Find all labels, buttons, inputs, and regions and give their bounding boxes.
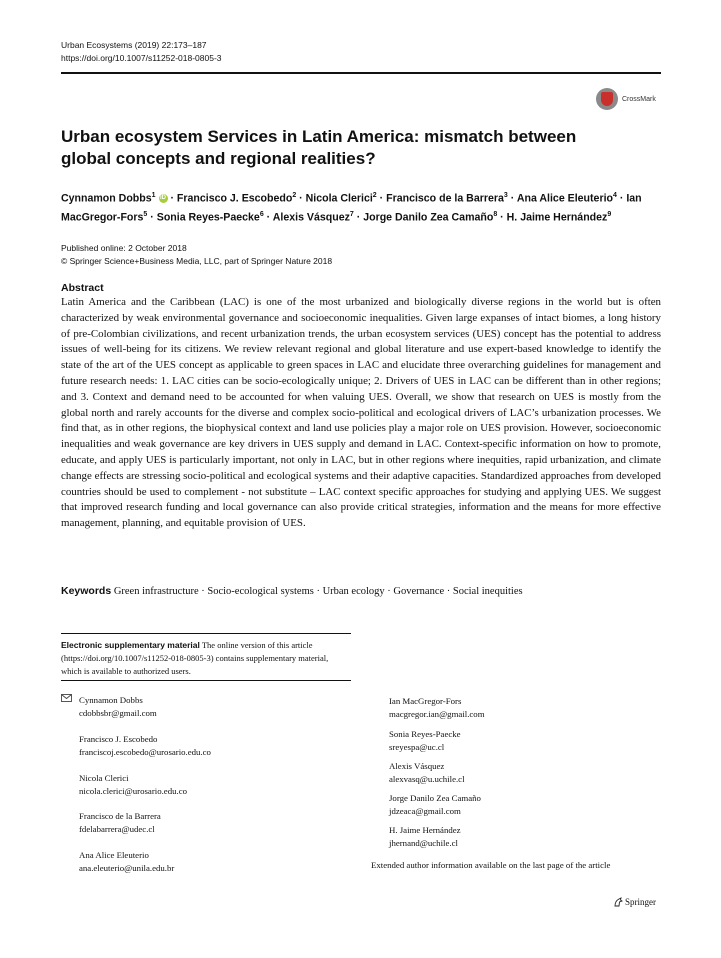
published-online-date: Published online: 2 October 2018 [61, 243, 187, 253]
contact-name: Nicola Clerici [79, 773, 129, 783]
author-name: Ian MacGregor-Fors [61, 192, 642, 224]
contact-name: Ana Alice Eleuterio [79, 850, 149, 860]
author-name: H. Jaime Hernández [506, 211, 608, 224]
contact-entry [79, 733, 211, 758]
copyright-line: © Springer Science+Business Media, LLC, part of Springer Nature 2018 [61, 256, 333, 266]
crossmark-label: CrossMark [622, 95, 656, 103]
contact-name: Sonia Reyes-Paecke [389, 729, 461, 739]
contact-email[interactable]: cdobbsbr@gmail.com [79, 707, 157, 718]
extended-author-note: Extended author information available on the last page of the article [371, 860, 611, 870]
keywords-label: Keywords [61, 585, 112, 597]
contact-email[interactable]: ana.eleuterio@unila.edu.br [79, 862, 175, 873]
contact-name: Cynnamon Dobbs [79, 695, 143, 705]
supplementary-link[interactable]: https://doi.org/10.1007/s11252-018-0805-3 [63, 653, 211, 663]
footnote-divider [61, 633, 351, 634]
publisher-logo [613, 897, 656, 907]
contact-email[interactable]: jdzeaca@gmail.com [389, 805, 461, 816]
publisher-name: Springer [625, 897, 656, 907]
contact-entry [389, 695, 485, 720]
contact-entry [389, 728, 461, 753]
author-list: Cynnamon Dobbs$^1$ iD · Francisco J. Escobedo$^2$ · Nicola Clerici$^2$ · Francisco de la Barrera$^3$ · Ana Alice Eleuterio$^4$ · Ian MacGregor-Fors$^5$ · Sonia Reyes-Paecke$^6$ · Alexis Vásquez$^7$ · Jorge Danilo Zea Camaño$^8$ · H. Jaime Hernández$^9$ [61, 192, 642, 224]
contact-entry [389, 824, 461, 849]
journal-doi-link[interactable]: https://doi.org/10.1007/s11252-018-0805-3 [61, 53, 222, 63]
author-name: Alexis Vásquez [272, 211, 350, 224]
contact-email[interactable]: fdelabarrera@udec.cl [79, 823, 155, 834]
author-name: Jorge Danilo Zea Camaño [363, 211, 494, 224]
publication-info [61, 242, 332, 268]
contact-entry [389, 760, 465, 785]
keywords-list: Green infrastructure · Socio-ecological systems · Urban ecology · Governance · Social inequities [113, 586, 523, 597]
envelope-icon [61, 694, 72, 705]
journal-reference [61, 39, 222, 65]
contact-name: Francisco de la Barrera [79, 811, 161, 821]
keywords-line [61, 585, 661, 597]
article-title: Urban ecosystem Services in Latin America: mismatch between global concepts and regional realities? [61, 127, 577, 168]
author-name: Cynnamon Dobbs [61, 192, 152, 205]
abstract-heading: Abstract [61, 282, 104, 294]
contact-email[interactable]: sreyespa@uc.cl [389, 741, 445, 752]
contact-name: Jorge Danilo Zea Camaño [389, 793, 481, 803]
author-name: Francisco J. Escobedo [176, 192, 293, 205]
contact-entry [79, 694, 157, 719]
author-name: Nicola Clerici [305, 192, 373, 205]
crossmark-badge[interactable] [596, 88, 656, 110]
contact-name: Alexis Vásquez [389, 761, 445, 771]
contact-entry [79, 810, 161, 835]
contact-name: Ian MacGregor-Fors [389, 696, 462, 706]
contact-entry [79, 772, 187, 797]
header-divider [61, 72, 661, 74]
contact-name: Francisco J. Escobedo [79, 734, 158, 744]
contact-entry [79, 849, 174, 874]
springer-horse-icon [613, 897, 623, 907]
contact-email[interactable]: alexvasq@u.uchile.cl [389, 773, 465, 784]
author-name: Sonia Reyes-Paecke [156, 211, 260, 224]
supplementary-note: Electronic supplementary material The online version of this article (https://doi.org/10.1007/s11252-018-0805-3) contains supplementary material, which is available to authorized users. [61, 640, 329, 676]
author-name: Francisco de la Barrera [386, 192, 504, 205]
abstract-text: Latin America and the Caribbean (LAC) is one of the most urbanized and biologically diverse regions in the world but is often characterized by weak environmental governance and socioeconomic inequalities. Given large expanses of intact biomes, a long history of pre-Colombian civilizations, and recent urbanization trends, the urban ecosystem services (UES) concept has the potential to address issues of well-being for its citizens. We review relevant regional and global literature and use expert-based knowledge to identify the state of the art of the UES concept as applicable to green spaces in LAC and elucidate three overarching guidelines for management and future research needs: 1. LAC cities can be socio-ecologically unique; 2. Drivers of UES in LAC can be different than in other regions; and 3. Context and demand need to be accounted for when valuing UES. Overall, we show that research on UES is mostly from the global north and rarely accounts for the diverse and complex socio-political and ecological drivers of LAC’s urbanization processes. We find that, as in other regions, the biophysical context and land use policies play a major role on UES provision. However, socioeconomic inequalities and weak governance are key drivers in UES supply and demand in LAC. Context-specific information on how to promote, educate, and apply UES is particularly important, not only in LAC, but in other regions where inequities, rapid urbanization, and climate change effects are stressing socio-political and ecological systems and their adaptive capacities. Standardized approaches from developed countries should be used to complement - not substitute – LAC context specific approaches for studying and applying UES. We suggest that improved research funding and local governance can also provide critical strategies, information and the means for more effective management, planning, and equitable provision of UES. [61, 296, 661, 530]
contact-email[interactable]: franciscoj.escobedo@urosario.edu.co [79, 746, 211, 757]
journal-citation: Urban Ecosystems (2019) 22:173–187 [61, 40, 207, 50]
contact-email[interactable]: macgregor.ian@gmail.com [389, 708, 485, 719]
crossmark-icon [596, 88, 618, 110]
supplementary-label: Electronic supplementary material [61, 640, 200, 650]
footnote-divider [61, 680, 351, 681]
orcid-icon[interactable]: iD [160, 195, 166, 202]
contact-email[interactable]: nicola.clerici@urosario.edu.co [79, 785, 187, 796]
contact-entry [389, 792, 481, 817]
contact-name: H. Jaime Hernández [389, 825, 461, 835]
author-name: Ana Alice Eleuterio [516, 192, 613, 205]
contact-email[interactable]: jhernand@uchile.cl [389, 837, 458, 848]
